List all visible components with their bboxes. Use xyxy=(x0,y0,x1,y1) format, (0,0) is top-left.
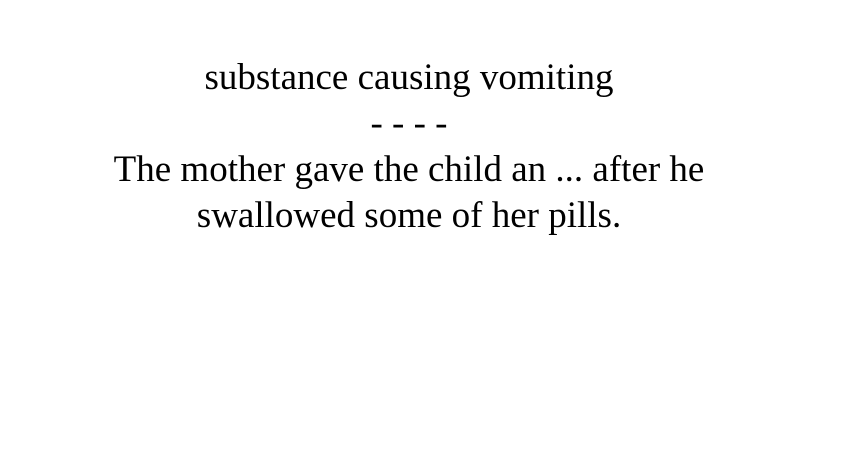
definition-text: substance causing vomiting xyxy=(204,57,614,98)
example-sentence: The mother gave the child an ... after he swallowed some of her pills. xyxy=(113,149,705,236)
separator: - - - - xyxy=(370,103,448,144)
flashcard xyxy=(0,55,818,239)
